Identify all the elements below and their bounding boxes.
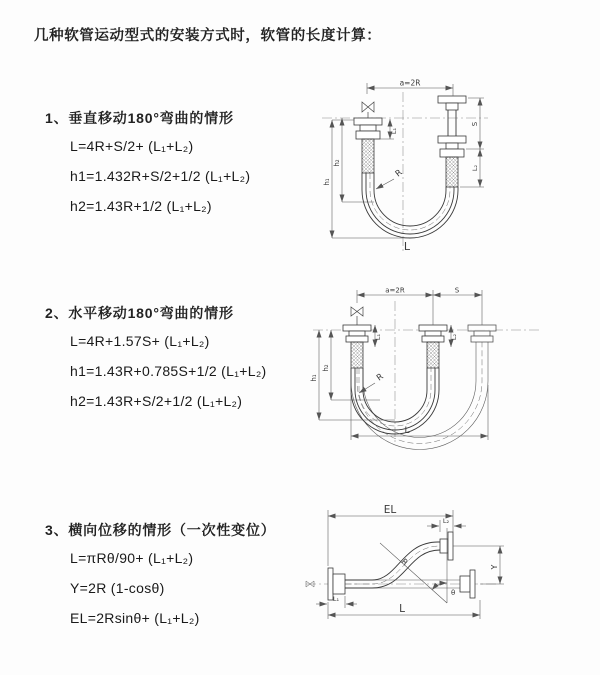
dimension-s [433, 287, 482, 296]
dim-label-l2: L₂ [442, 517, 450, 525]
dim-label-L: L [404, 426, 410, 436]
section-3-formula-L: L=πRθ/90+ (L₁+L₂) [70, 550, 194, 566]
hose-u-bend-shifted [351, 342, 488, 450]
dim-label-a2r: a=2R [399, 78, 421, 88]
braided-hose-section [446, 157, 458, 187]
braided-hose-section [427, 342, 439, 368]
section-3-formula-Y: Y=2R (1-cosθ) [70, 580, 165, 596]
dim-label-L: L [399, 603, 405, 615]
fitting-left [354, 118, 382, 173]
construction-lines [380, 528, 447, 603]
hose-u-bend [362, 173, 458, 238]
dim-label-l2: L₂ [471, 164, 479, 172]
diagram-lateral-displacement [300, 500, 600, 645]
dimension-L [351, 385, 488, 440]
fitting-right-phantom [468, 325, 496, 342]
dim-label-l1: L₁ [374, 333, 382, 341]
dim-label-r: R [399, 556, 410, 568]
diagram-horizontal-180-bend [305, 283, 600, 453]
dimension-l2 [471, 149, 480, 187]
dim-label-r: R [393, 167, 405, 180]
fitting-middle [419, 325, 447, 368]
dim-label-h1: h₁ [310, 374, 318, 382]
valve-bowtie-icon [351, 307, 363, 325]
valve-bowtie-icon [362, 102, 374, 118]
braided-hose-section [362, 139, 374, 173]
flange-upper-right [440, 532, 453, 560]
dim-label-l2: L₂ [450, 333, 458, 341]
section-3-heading: 3、横向位移的情形（一次性变位） [45, 522, 276, 538]
dimension-el [328, 504, 453, 566]
dim-label-L: L [403, 240, 411, 253]
fitting-left [343, 325, 371, 368]
section-1-heading: 1、垂直移动180°弯曲的情形 [45, 110, 234, 126]
dim-label-l1: L₁ [332, 595, 340, 603]
dim-label-s: S [471, 121, 479, 127]
dim-label-h2: h₂ [333, 159, 341, 167]
section-1-formula-h1: h1=1.432R+S/2+1/2 (L₁+L₂) [70, 168, 251, 184]
dim-label-a2r: a=2R [385, 286, 405, 295]
dim-label-y: Y [490, 564, 499, 570]
braided-hose-section [351, 342, 363, 368]
dim-label-l1: L₁ [390, 127, 398, 135]
dimension-l1 [316, 595, 357, 608]
dimension-a2r [367, 79, 453, 97]
section-2-formula-h1: h1=1.43R+0.785S+1/2 (L₁+L₂) [70, 363, 267, 379]
section-3-formula-EL: EL=2Rsinθ+ (L₁+L₂) [70, 610, 200, 626]
section-2-formula-h2: h2=1.43R+S/2+1/2 (L₁+L₂) [70, 393, 243, 409]
dim-label-theta: θ [451, 589, 456, 597]
page-title: 几种软管运动型式的安装方式时，软管的长度计算： [34, 28, 382, 44]
section-1-formula-L: L=4R+S/2+ (L₁+L₂) [70, 138, 194, 154]
dim-label-el: EL [383, 504, 397, 516]
dimension-l2 [427, 517, 466, 532]
dim-label-s: S [454, 286, 460, 295]
hose-displaced-position [345, 542, 440, 588]
diagram-vertical-180-bend [310, 78, 600, 258]
dimension-a2r [357, 287, 482, 326]
dimension-L [328, 600, 480, 619]
section-2-heading: 2、水平移动180°弯曲的情形 [45, 305, 234, 321]
section-2-formula-L: L=4R+1.57S+ (L₁+L₂) [70, 333, 210, 349]
dim-label-r: R [374, 371, 386, 384]
radius-leader [376, 168, 405, 189]
dim-label-h1: h₁ [323, 178, 331, 186]
section-1-formula-h2: h2=1.43R+1/2 (L₁+L₂) [70, 198, 212, 214]
angle-theta [432, 583, 455, 597]
fitting-right [438, 96, 466, 187]
dimension-l1 [374, 325, 382, 347]
dimension-l2 [450, 325, 458, 347]
dim-label-h2: h₂ [322, 364, 330, 372]
